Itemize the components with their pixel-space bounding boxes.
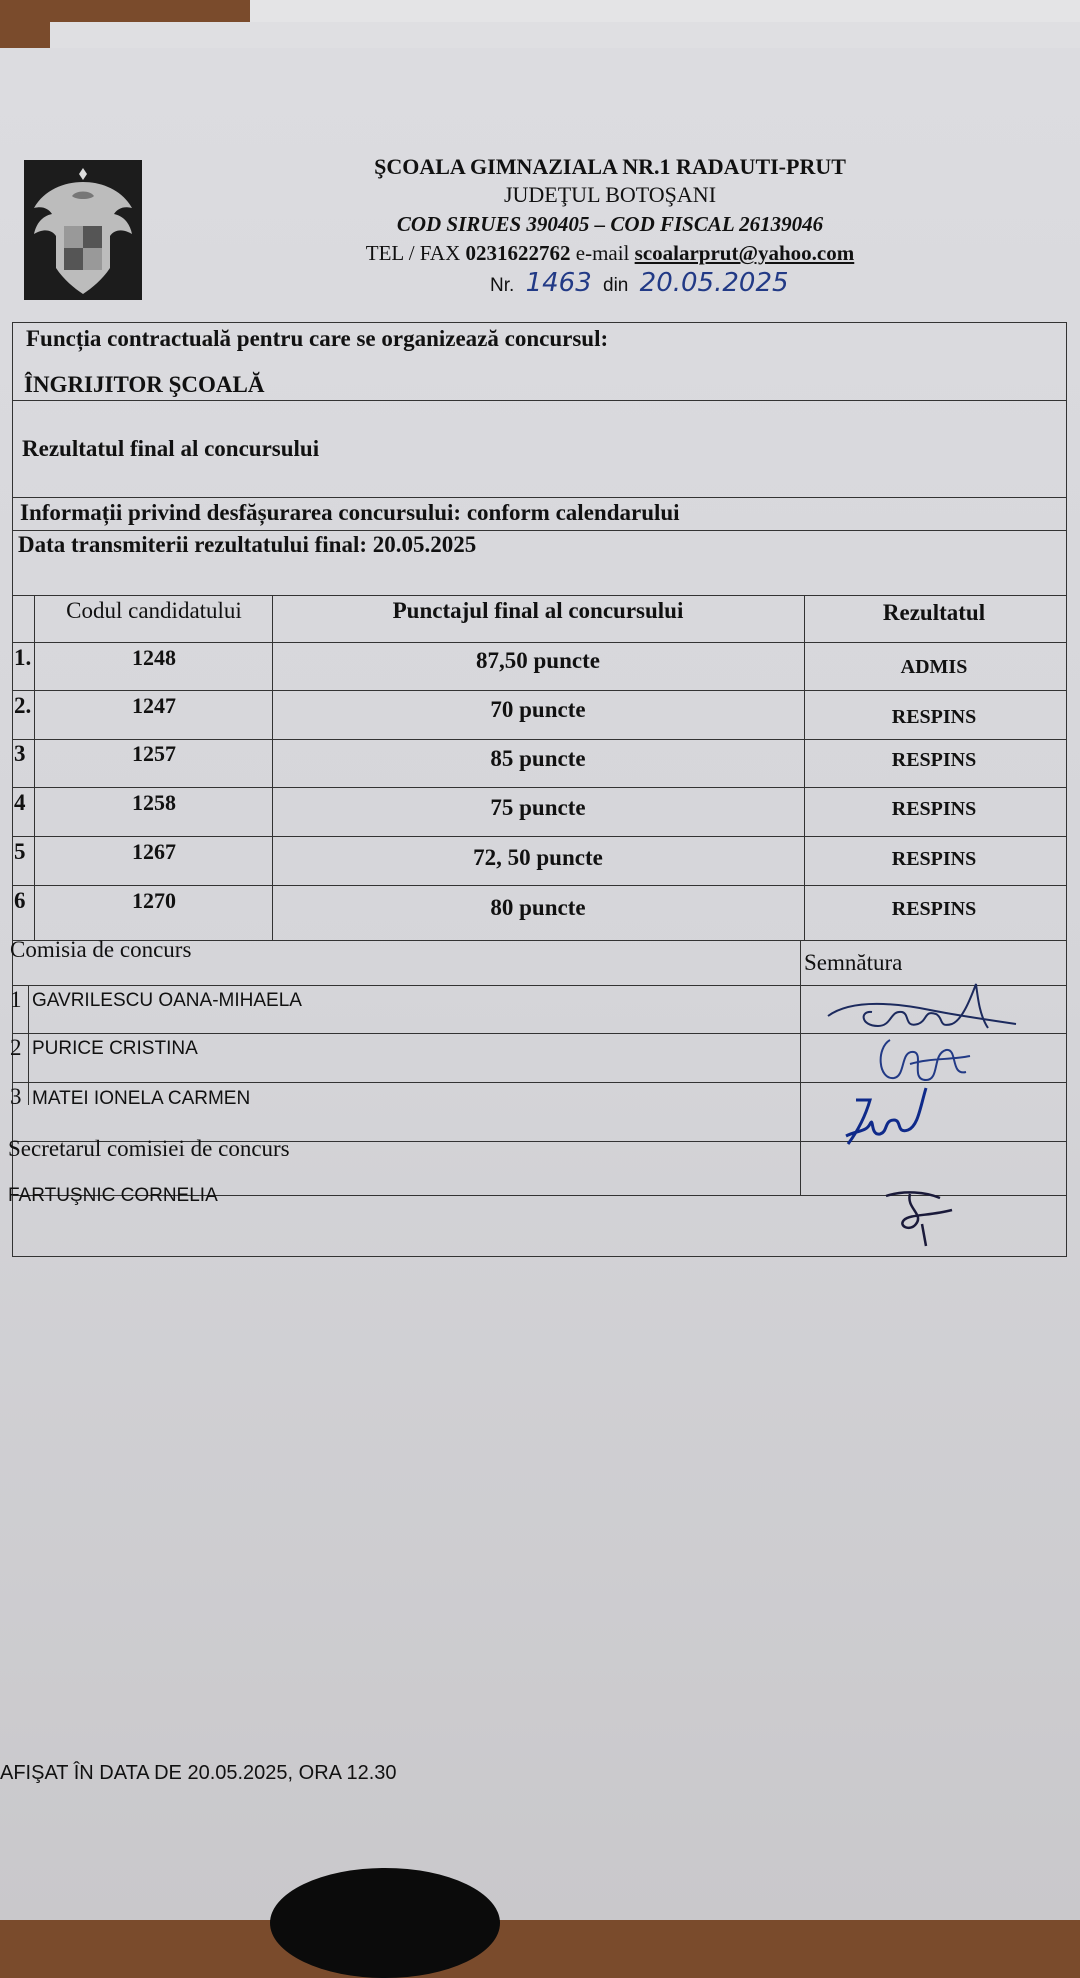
final-score: 85 puncte	[490, 746, 586, 771]
candidate-code: 1267	[132, 839, 176, 864]
member-number: 3	[10, 1084, 22, 1109]
member-name: MATEI IONELA CARMEN	[32, 1088, 251, 1109]
row-number: 2.	[14, 693, 32, 718]
candidate-code: 1248	[132, 645, 176, 670]
info-text: Informații privind desfășurarea concursului: conform calendarului	[20, 500, 680, 525]
nr-value: 1463	[525, 268, 592, 298]
registration-line	[490, 268, 795, 298]
signature-2-icon	[870, 1030, 980, 1090]
signature-column-divider	[800, 940, 801, 1195]
divider	[12, 530, 1066, 531]
school-name: ŞCOALA GIMNAZIALA NR.1 RADAUTI-PRUT	[374, 154, 846, 179]
row-number: 1.	[14, 645, 32, 670]
candidate-code: 1270	[132, 888, 176, 913]
divider	[12, 497, 1066, 498]
function-label: Funcția contractuală pentru care se organizează concursul:	[26, 326, 609, 351]
row-number: 4	[14, 790, 26, 815]
photo-shadow	[270, 1868, 500, 1978]
result-status: ADMIS	[900, 656, 968, 678]
date-label: din	[603, 275, 629, 296]
result-status: RESPINS	[891, 848, 977, 870]
email-address: scoalarprut@yahoo.com	[634, 241, 855, 265]
result-status: RESPINS	[891, 706, 977, 728]
commission-title: Comisia de concurs	[10, 937, 192, 962]
final-score: 87,50 puncte	[476, 648, 600, 673]
candidate-code: 1247	[132, 693, 176, 718]
header-candidate-code: Codul candidatului	[66, 598, 242, 623]
header-final-score: Punctajul final al concursului	[392, 598, 684, 623]
coat-of-arms-icon	[24, 160, 142, 300]
contact-prefix: TEL / FAX	[365, 241, 461, 265]
row-number: 3	[14, 741, 26, 766]
row-divider	[12, 690, 1066, 691]
header-result: Rezultatul	[882, 600, 986, 625]
row-divider	[12, 642, 1066, 643]
column-divider	[34, 595, 35, 940]
member-number: 1	[10, 987, 22, 1012]
member-number: 2	[10, 1035, 22, 1060]
final-score: 75 puncte	[490, 795, 586, 820]
final-score: 70 puncte	[490, 697, 586, 722]
institution-codes: COD SIRUES 390405 – COD FISCAL 26139046	[396, 212, 824, 236]
row-number: 6	[14, 888, 26, 913]
email-label: e-mail	[575, 241, 630, 265]
secretary-title: Secretarul comisiei de concurs	[8, 1136, 290, 1161]
member-name: PURICE CRISTINA	[32, 1038, 198, 1059]
posting-note: AFIŞAT ÎN DATA DE 20.05.2025, ORA 12.30	[0, 1762, 397, 1784]
transmission-date: Data transmiterii rezultatului final: 20.05.2025	[18, 532, 477, 557]
signature-label: Semnătura	[804, 950, 903, 975]
signature-3-icon	[836, 1086, 946, 1148]
final-score: 72, 50 puncte	[473, 845, 603, 870]
function-value: ÎNGRIJITOR ŞCOALĂ	[24, 372, 265, 397]
member-number-divider	[28, 985, 29, 1105]
result-status: RESPINS	[891, 749, 977, 771]
candidate-code: 1257	[132, 741, 176, 766]
result-status: RESPINS	[891, 798, 977, 820]
divider	[12, 400, 1066, 401]
row-number: 5	[14, 839, 26, 864]
row-divider	[12, 739, 1066, 740]
result-status: RESPINS	[891, 898, 977, 920]
member-name: GAVRILESCU OANA-MIHAELA	[32, 990, 302, 1011]
row-divider	[12, 787, 1066, 788]
signature-4-icon	[880, 1188, 960, 1248]
row-divider	[12, 885, 1066, 886]
result-title: Rezultatul final al concursului	[22, 436, 320, 461]
row-divider	[12, 836, 1066, 837]
date-value: 20.05.2025	[639, 268, 789, 298]
contact-line	[230, 241, 990, 266]
divider	[12, 595, 1066, 596]
candidate-code: 1258	[132, 790, 176, 815]
phone-number: 0231622762	[465, 241, 571, 265]
county-name: JUDEŢUL BOTOŞANI	[503, 182, 717, 207]
nr-label: Nr.	[490, 275, 515, 296]
final-score: 80 puncte	[490, 895, 586, 920]
secretary-name: FARTUŞNIC CORNELIA	[8, 1185, 218, 1206]
